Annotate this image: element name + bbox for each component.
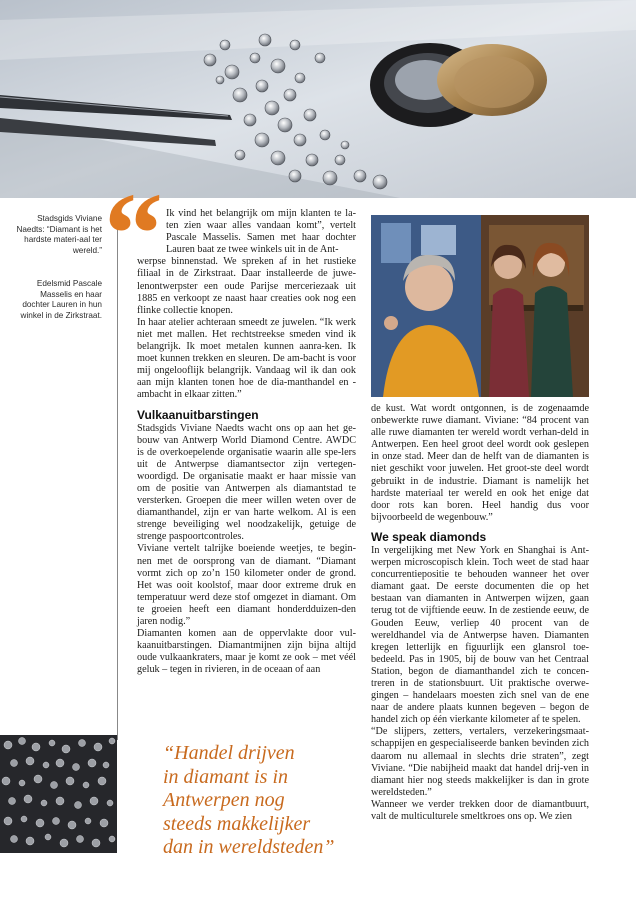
pull-quote-line: in diamant is in bbox=[163, 765, 289, 788]
intro-paragraph-rest: werpse binnenstad. We spreken af in het rustieke filiaal in de Zirkstraat. Daar installeerde de juwe-lenontwerpster een oude Parijse merceriezaak uit 1885 en verkoopt ze naast haar creaties ook nog een flinke collectie knopen. bbox=[137, 256, 356, 316]
origin-paragraph: Viviane vertelt talrijke boeiende weetjes, te begin-nen met de oorsprong van de diamant. “Diamant vormt zich op zo’n 150 kilometer onder de grond. Het was ooit koolstof, maar door extreme druk en temperatuur werd deze stof omgezet in diamant. Om te groeien heeft een diamant honderdduizen-den jaren nodig.” bbox=[137, 543, 356, 627]
hero-photo bbox=[0, 0, 636, 198]
rough-diamonds-photo bbox=[0, 735, 117, 853]
caption-goldsmith: Edelsmid Pascale Masselis en haar dochter Lauren in hun winkel in de Zirkstraat. bbox=[20, 279, 102, 320]
caption-guide: Stadsgids Viviane Naedts: “Diamant is het hardste materi-aal ter wereld.” bbox=[16, 214, 102, 255]
rough-diamond-paragraph: de kust. Wat wordt ontgonnen, is de zogenaamde onbewerkte ruwe diamant. Viviane: “84 procent van alle ruwe diamanten ter wereld wordt verhan-deld in Antwerpen. Een heel groot deel wordt ook geslepen in onze stad. Meer dan de helft van de diamanten is niet geschikt voor juwelen. Het groot-ste deel wordt gebruikt in de industrie. Diamant is namelijk het hardste materiaal ter wereld en ook het enige dat door rots kan boren. Heel handig dus voor bijvoorbeeld de wegenbouw.” bbox=[371, 403, 589, 523]
atelier-paragraph: In haar atelier achteraan smeedt ze juwelen. “Ik werk niet met mallen. Het rechtstreekse smeden vind ik belangrijk. Ik moet metalen kunnen aanra-ken. Ik moet kunnen trekken en sleuren. De am-bacht is voor mij ongelooflijk belangrijk. Vandaag wil ik dan ook aan mijn klanten tonen hoe de dia-manthandel en -ambacht in elkaar zitten.” bbox=[137, 316, 356, 401]
section-heading-we-speak: We speak diamonds bbox=[371, 529, 487, 544]
pull-quote-line: Antwerpen nog bbox=[163, 789, 285, 811]
people-photo bbox=[371, 215, 589, 397]
article-column-1 bbox=[137, 208, 356, 676]
decorative-quote-mark: “ bbox=[104, 168, 155, 299]
people-photo-icon bbox=[371, 215, 589, 397]
rough-diamonds-icon bbox=[0, 735, 117, 853]
article-column-2 bbox=[371, 403, 589, 823]
awdc-paragraph: Stadsgids Viviane Naedts wacht ons op aan het ge-bouw van Antwerp World Diamond Centre. AWDC is de overkoepelende organisatie waarin alle spe-lers uit de Antwerpse diamantsector zijn vertegen-woordigd. De organisatie maakt er haar missie van om de positie van Antwerpen als diamantstad te versterken. Groepen die meer willen weten over de diamanthandel, zijn er van harte welkom. Al is een strenge beveiliging wel noodzakelijk, getuige de strenge paspoortcontroles. bbox=[137, 422, 356, 543]
pull-quote-line: steeds makkelijker bbox=[163, 812, 311, 835]
multicultural-paragraph: Wanneer we verder trekken door de diamantbuurt, valt de multiculturele smeltkroes ons op. We zien bbox=[371, 798, 589, 822]
quote-paragraph: “De slijpers, zetters, vertalers, verzekeringsmaat-schappijen en gespecialiseerde banken bevinden zich daarom nu allemaal in slechts drie straten”, zegt Viviane. “Die nabijheid maakt dat handel drij-ven in diamant hier nog steeds makkelijker is dan in grote wereldsteden.” bbox=[371, 726, 589, 798]
pull-quote-line: dan in wereldsteden” bbox=[163, 836, 335, 858]
pull-quote bbox=[163, 742, 353, 860]
pull-quote-line: “Handel drijven bbox=[163, 742, 295, 764]
history-paragraph: In vergelijking met New York en Shanghai is Ant-werpen microscopisch klein. Toch weet de stad haar concurrentiepositie te behouden wanneer het over diamant gaat. De eerste documenten die op het bestaan van diamanten in Antwerpen wijzen, gaan terug tot de vijftiende eeuw. In de zestiende eeuw, de Gouden Eeuw, verliep 40 procent van de wereldhandel via de Antwerpse haven. Diamanten kregen letterlijk en figuurlijk een glansrol toe-bedeeld. Pas in 1905, bij de bouw van het Centraal Station, begon de diamanthandel zich te concen-treren in de stationsbuurt. Uit praktische overwe-gingen – handelaars moesten zich snel van de ene naar de andere plaats kunnen begeven – begon de handel zich op één vierkante kilometer af te spelen. bbox=[371, 544, 589, 726]
intro-paragraph-start: Ik vind het belangrijk om mijn klanten te la-ten zien waar alles vandaan komt”, vertelt Pascale Masselis. Samen met haar dochter Lauren baat ze twee winkels uit in de Ant- bbox=[166, 208, 356, 256]
volcano-paragraph: Diamanten komen aan de oppervlakte door vul-kaanuitbarstingen. Diamantmijnen zijn bijna altijd oude vulkaankraters, maar je komt ze ook – met véél geluk – tegen in rivieren, in de oceaan of aan bbox=[137, 628, 356, 676]
section-heading-vulkaan: Vulkaanuitbarstingen bbox=[137, 407, 259, 422]
diamonds-loupe-tweezers-icon bbox=[0, 0, 636, 198]
